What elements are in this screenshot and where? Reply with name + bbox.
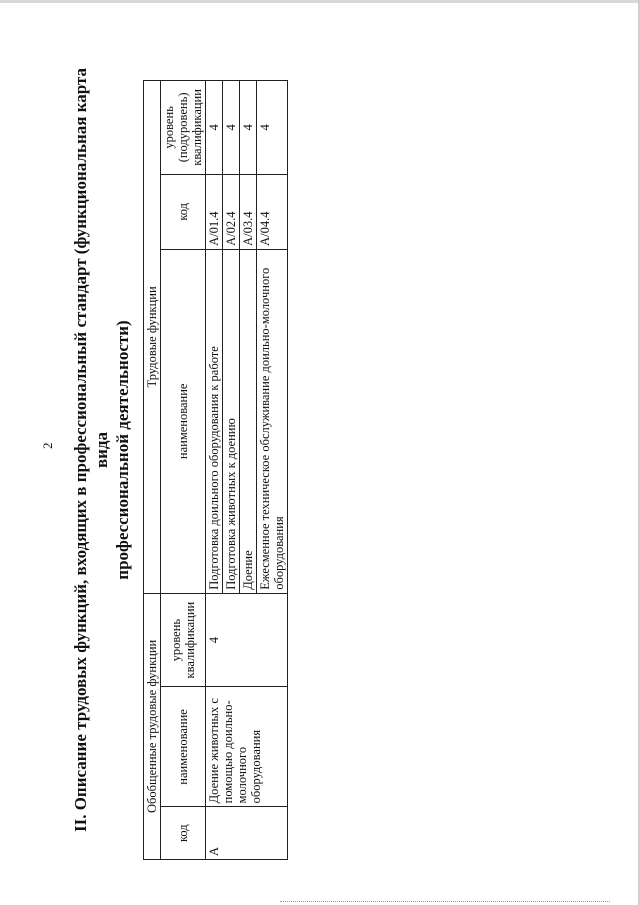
generalized-level: 4 <box>206 593 288 687</box>
function-name: Ежесменное техническое обслуживание доильно-молочного оборудования <box>257 249 288 593</box>
generalized-name: Доение животных с помощью доильно-молочного оборудования <box>206 687 288 807</box>
section-heading <box>70 50 133 850</box>
function-code: А/01.4 <box>206 174 223 249</box>
table-header-row-1 <box>144 81 161 860</box>
header-sub-level: уровень (подуровень) квалификации <box>161 81 206 175</box>
function-code: А/04.4 <box>257 174 288 249</box>
function-code: А/02.4 <box>223 174 240 249</box>
table-header-row-2 <box>161 81 206 860</box>
header-sub-code: код <box>161 174 206 249</box>
scan-edge-bottom <box>280 901 610 903</box>
function-code: А/03.4 <box>240 174 257 249</box>
function-name: Доение <box>240 249 257 593</box>
header-name: наименование <box>161 687 206 807</box>
labor-functions-table <box>143 80 288 860</box>
function-level: 4 <box>257 81 288 175</box>
scan-edge-top <box>0 0 640 3</box>
function-name: Подготовка животных к доению <box>223 249 240 593</box>
table-row <box>206 81 223 860</box>
function-name: Подготовка доильного оборудования к работе <box>206 249 223 593</box>
generalized-code: А <box>206 807 288 860</box>
header-sub-name: наименование <box>161 249 206 593</box>
header-level: уровень квалификации <box>161 593 206 687</box>
function-level: 4 <box>206 81 223 175</box>
header-labor-functions: Трудовые функции <box>144 81 161 594</box>
function-level: 4 <box>240 81 257 175</box>
header-generalized-functions: Обобщенные трудовые функции <box>144 593 161 859</box>
header-code: код <box>161 807 206 860</box>
rotated-page-content <box>70 40 590 860</box>
function-level: 4 <box>223 81 240 175</box>
heading-line-2: профессиональной деятельности) <box>113 320 132 580</box>
page-number: 2 <box>40 442 55 449</box>
heading-line-1: II. Описание трудовых функций, входящих в профессиональный стандарт (функциональная карта вида <box>71 67 111 833</box>
